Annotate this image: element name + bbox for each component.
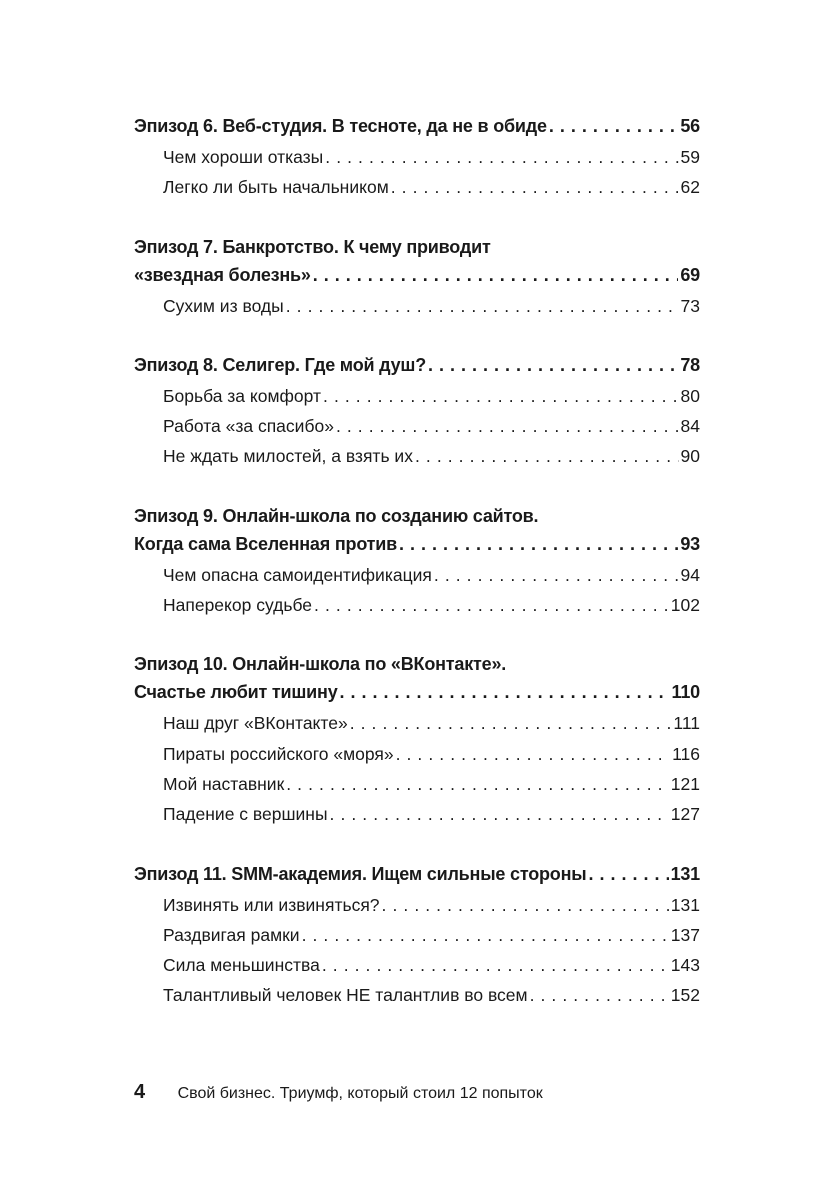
section-entry[interactable] [134, 560, 700, 590]
episode-entry[interactable] [134, 678, 700, 706]
section-title: Наш друг «ВКонтакте» [163, 713, 348, 734]
episode-title: «звездная болезнь» [134, 264, 311, 285]
toc-episode [134, 860, 700, 1011]
dot-leader [330, 799, 669, 829]
toc-episode [134, 502, 700, 621]
dot-leader [286, 769, 669, 799]
section-entry[interactable] [134, 769, 700, 799]
episode-title-line: Эпизод 10. Онлайн-школа по «ВКонтакте». [134, 654, 507, 675]
dot-leader [396, 739, 671, 769]
section-page-number: 94 [680, 564, 700, 585]
dot-leader [549, 112, 679, 140]
section-page-number: 111 [673, 713, 700, 734]
section-page-number: 116 [672, 743, 700, 764]
section-entry[interactable] [134, 172, 700, 202]
toc-episode [134, 112, 700, 203]
dot-leader [286, 291, 679, 321]
section-title: Мой наставник [163, 773, 285, 794]
section-page-number: 137 [670, 924, 700, 945]
section-page-number: 127 [670, 804, 700, 825]
section-title: Наперекор судьбе [163, 595, 313, 616]
section-title: Пираты российского «моря» [163, 743, 394, 764]
section-entry[interactable] [134, 381, 700, 411]
dot-leader [336, 411, 679, 441]
dot-leader [434, 560, 679, 590]
section-title: Талантливый человек НЕ талантлив во всем [163, 985, 528, 1006]
toc-episode [134, 351, 700, 472]
episode-title: Когда сама Вселенная против [134, 533, 398, 554]
episode-entry[interactable] [134, 112, 700, 140]
section-title: Падение с вершины [163, 804, 328, 825]
dot-leader [314, 590, 669, 620]
section-entry[interactable] [134, 590, 700, 620]
dot-leader [530, 980, 669, 1010]
section-page-number: 121 [670, 773, 700, 794]
section-list [134, 291, 700, 321]
section-page-number: 143 [670, 955, 700, 976]
section-title: Не ждать милостей, а взять их [163, 446, 413, 467]
section-page-number: 80 [680, 385, 700, 406]
dot-leader [382, 890, 669, 920]
toc-episode [134, 233, 700, 321]
section-list [134, 708, 700, 829]
section-entry[interactable] [134, 708, 700, 738]
episode-page-number: 56 [680, 116, 700, 136]
section-entry[interactable] [134, 890, 700, 920]
section-list [134, 560, 700, 621]
section-title: Работа «за спасибо» [163, 416, 334, 437]
section-page-number: 73 [680, 295, 700, 316]
episode-page-number: 69 [680, 264, 700, 285]
section-title: Чем хороши отказы [163, 147, 324, 167]
section-title: Борьба за комфорт [163, 385, 322, 406]
dot-leader [350, 708, 672, 738]
section-entry[interactable] [134, 920, 700, 950]
episode-entry[interactable] [134, 261, 700, 289]
episode-page-number: 78 [680, 354, 700, 375]
section-entry[interactable] [134, 411, 700, 441]
section-entry[interactable] [134, 739, 700, 769]
section-title: Извинять или извиняться? [163, 894, 380, 915]
section-page-number: 131 [670, 894, 700, 915]
episode-page-number: 93 [680, 533, 700, 554]
section-title: Сила меньшинства [163, 955, 320, 976]
section-entry[interactable] [134, 980, 700, 1010]
section-page-number: 59 [680, 147, 700, 167]
page-footer [134, 1080, 543, 1106]
section-list [134, 381, 700, 472]
section-page-number: 102 [670, 595, 700, 616]
section-page-number: 84 [680, 416, 700, 437]
section-entry[interactable] [134, 799, 700, 829]
section-title: Сухим из воды [163, 295, 284, 316]
section-list [134, 890, 700, 1011]
dot-leader [588, 860, 668, 888]
section-entry[interactable] [134, 441, 700, 471]
episode-page-number: 110 [671, 682, 700, 703]
dot-leader [325, 142, 678, 172]
section-page-number: 62 [680, 177, 700, 198]
episode-title-line: Эпизод 7. Банкротство. К чему приводит [134, 236, 491, 257]
page-number: 4 [134, 1081, 146, 1103]
section-title: Легко ли быть начальником [163, 177, 389, 198]
episode-title: Счастье любит тишину [134, 682, 338, 703]
episode-page-number: 131 [670, 863, 700, 884]
section-title: Чем опасна самоидентификация [163, 564, 432, 585]
episode-title-line: Эпизод 9. Онлайн-школа по созданию сайтов. [134, 505, 539, 526]
section-entry[interactable] [134, 950, 700, 980]
section-entry[interactable] [134, 142, 700, 172]
section-list [134, 142, 700, 203]
section-page-number: 152 [670, 985, 700, 1006]
dot-leader [415, 441, 679, 471]
episode-entry[interactable] [134, 860, 700, 888]
toc-episode [134, 650, 700, 829]
episode-entry[interactable] [134, 351, 700, 379]
dot-leader [322, 950, 669, 980]
dot-leader [391, 172, 679, 202]
dot-leader [302, 920, 669, 950]
section-page-number: 90 [680, 446, 700, 467]
dot-leader [428, 351, 678, 379]
episode-title: Эпизод 6. Веб-студия. В тесноте, да не в обиде [134, 116, 547, 136]
dot-leader [313, 261, 679, 289]
episode-title: Эпизод 11. SMM-академия. Ищем сильные стороны [134, 863, 587, 884]
dot-leader [323, 381, 679, 411]
section-entry[interactable] [134, 291, 700, 321]
section-title: Раздвигая рамки [163, 924, 300, 945]
table-of-contents [134, 112, 700, 1041]
dot-leader [399, 530, 678, 558]
episode-title: Эпизод 8. Селигер. Где мой душ? [134, 354, 427, 375]
dot-leader [340, 678, 670, 706]
episode-entry[interactable] [134, 530, 700, 558]
running-title: Свой бизнес. Триумф, который стоил 12 попыток [177, 1085, 543, 1102]
